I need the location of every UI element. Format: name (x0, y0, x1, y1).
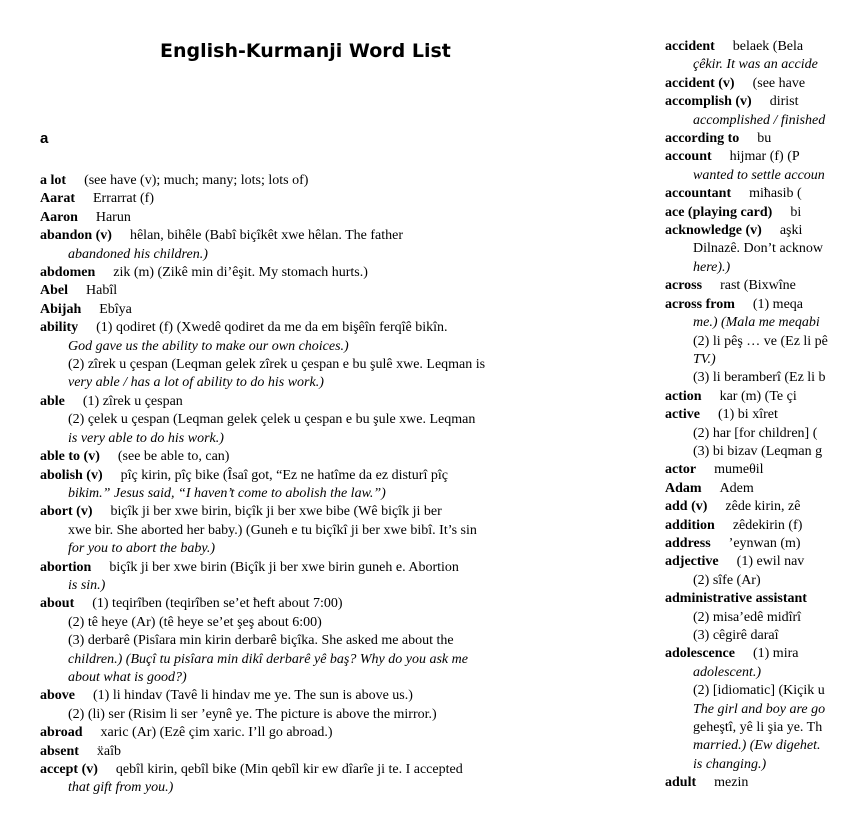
definition: ’eynwan (m) (728, 535, 801, 551)
definition: rast (Bixwîne (720, 278, 796, 294)
headword: addition (665, 517, 715, 533)
headword: administrative assistant (665, 591, 807, 607)
definition: biçîk ji ber xwe birin (Biçîk ji ber xwe birin guneh e. Abortion (109, 559, 459, 575)
headword: active (665, 407, 700, 423)
entry-first-line (665, 480, 843, 498)
dictionary-entry (665, 572, 843, 590)
headword: accountant (665, 186, 732, 202)
entry-first-line (665, 535, 843, 553)
dictionary-entry (665, 130, 843, 148)
headword: address (665, 535, 711, 551)
dictionary-entry (665, 498, 843, 516)
dictionary-entry (665, 93, 843, 130)
headword: Adam (665, 480, 702, 496)
headword: abortion (40, 559, 92, 575)
entry-first-line (665, 185, 843, 203)
entry-continuation: is changing.) (693, 756, 767, 772)
entry-first-line (665, 93, 843, 111)
entry-first-line (40, 172, 570, 190)
definition: (1) bi xîret (717, 407, 778, 423)
entry-first-line (665, 388, 843, 406)
headword: Abel (40, 283, 68, 299)
definition: Adem (719, 480, 754, 496)
entry-continuation: that gift from you.) (68, 780, 174, 796)
dictionary-entry (665, 517, 843, 535)
entry-continuation: abandoned his children.) (68, 246, 208, 262)
entry-continuation: (3) bi bizav (Leqman g (693, 443, 823, 459)
headword: across from (665, 296, 735, 312)
entry-continuation: (2) misa’edê midîrî (693, 609, 802, 625)
headword: above (40, 688, 75, 704)
entry-continuation: xwe bir. She aborted her baby.) (Guneh e tu biçîkî ji ber xwe bibî. It’s sin (68, 522, 477, 538)
definition: mumeθil (714, 462, 764, 478)
definition: (see have (v); much; many; lots; lots of) (84, 173, 309, 188)
headword: able (40, 393, 65, 409)
definition: Habîl (86, 283, 118, 299)
entry-continuation: (3) li beramberî (Ez li b (693, 370, 826, 386)
dictionary-entry (40, 172, 570, 190)
entry-first-line (40, 743, 570, 761)
entry-continuation: here).) (693, 259, 731, 275)
entry-continuation: (2) [idiomatic] (Kiçik u (693, 683, 825, 699)
headword: abolish (v) (40, 467, 103, 483)
section-letter: a (40, 130, 49, 147)
headword: adolescence (665, 646, 735, 662)
dictionary-entry (665, 461, 843, 479)
entry-first-line (665, 461, 843, 479)
definition: bi (790, 204, 802, 220)
entry-first-line (665, 498, 843, 516)
dictionary-entry (40, 227, 570, 264)
headword: a lot (40, 173, 67, 188)
entry-continuation: (3) cêgirê daraî (693, 628, 779, 643)
headword: ability (40, 320, 79, 336)
entry-first-line (40, 761, 570, 779)
headword: account (665, 149, 712, 165)
headword: Abijah (40, 301, 82, 317)
entry-first-line (40, 595, 570, 613)
entry-first-line (40, 467, 570, 485)
dictionary-entry (665, 645, 843, 774)
entry-first-line (665, 590, 843, 608)
headword: add (v) (665, 499, 708, 515)
headword: accident (v) (665, 75, 735, 91)
headword: about (40, 596, 75, 612)
dictionary-entry (40, 687, 570, 724)
definition: (see have (752, 75, 806, 91)
entry-continuation: çêkir. It was an accide (693, 57, 818, 73)
definition: aşki (779, 223, 803, 239)
entry-continuation: geheştî, yê li şia ye. Th (693, 720, 823, 736)
dictionary-entry (665, 406, 843, 461)
entry-first-line (665, 222, 843, 240)
entry-continuation: (2) sîfe (Ar) (693, 572, 761, 588)
dictionary-entry (40, 595, 570, 687)
entry-continuation: children.) (Buçî tu pisîara min dikî derbarê yê baş? Why do you ask me (68, 651, 468, 667)
definition: biçîk ji ber xwe birin, biçîk ji ber xwe bibe (Wê biçîk ji ber (110, 504, 442, 520)
entry-continuation: me.) (Mala me meqabi (693, 315, 820, 331)
definition: Errarrat (f) (93, 191, 155, 207)
dictionary-entry (40, 743, 570, 761)
definition: (1) ewil nav (736, 554, 805, 570)
definition: ẍaîb (96, 743, 122, 759)
headword: according to (665, 131, 740, 147)
entry-first-line (40, 319, 570, 337)
headword: Aaron (40, 209, 78, 225)
definition: qebîl kirin, qebîl bike (Min qebîl kir ew dîarîe ji te. I accepted (115, 762, 463, 777)
dictionary-entry (665, 222, 843, 277)
headword: acknowledge (v) (665, 223, 762, 239)
dictionary-entry (40, 467, 570, 504)
dictionary-entry (40, 264, 570, 282)
dictionary-entry (665, 553, 843, 571)
definition: Harun (95, 209, 131, 225)
headword: accomplish (v) (665, 94, 752, 110)
entry-continuation: accomplished / finished (693, 112, 826, 128)
entry-first-line (665, 296, 843, 314)
entry-continuation: God gave us the ability to make our own choices.) (68, 338, 349, 354)
entry-continuation: Dilnazê. Don’t acknow (693, 241, 823, 257)
definition: hêlan, bihêle (Babî biçîkêt xwe hêlan. The father (129, 228, 403, 244)
entry-first-line (665, 75, 843, 93)
dictionary-entry (665, 277, 843, 295)
entry-continuation: (2) li pêş … ve (Ez li pê (693, 333, 828, 349)
entry-first-line (40, 227, 570, 245)
definition: kar (m) (Te çi (719, 388, 797, 404)
headword: abandon (v) (40, 228, 112, 244)
dictionary-entry (40, 282, 570, 300)
definition: xaric (Ar) (Ezê çim xaric. I’ll go abroad.) (100, 725, 333, 741)
entry-first-line (665, 406, 843, 424)
entry-first-line (665, 645, 843, 663)
entry-first-line (40, 559, 570, 577)
entry-continuation: is sin.) (68, 577, 106, 593)
dictionary-entry (40, 393, 570, 448)
dictionary-entry (665, 38, 843, 75)
dictionary-entry (665, 627, 843, 645)
entry-continuation: married.) (Ew digehet. (693, 738, 821, 754)
entry-first-line (665, 38, 843, 56)
entry-first-line (40, 448, 570, 466)
dictionary-entry (665, 388, 843, 406)
entry-continuation: (2) zîrek u çespan (Leqman gelek zîrek u çespan e bu şulê xwe. Leqman is (68, 357, 486, 373)
definition: zêde kirin, zê (725, 499, 801, 515)
definition: (1) teqirîben (teqirîben se’et ħeft about 7:00) (92, 596, 343, 612)
entry-continuation: very able / has a lot of ability to do his work.) (68, 375, 324, 391)
definition: mezin (714, 775, 749, 791)
entry-continuation: for you to abort the baby.) (68, 541, 215, 557)
entry-continuation: adolescent.) (693, 664, 762, 680)
dictionary-entry (665, 148, 843, 185)
entry-first-line (665, 148, 843, 166)
headword: across (665, 278, 703, 294)
entry-first-line (40, 190, 570, 208)
entry-first-line (40, 301, 570, 319)
entry-first-line (665, 553, 843, 571)
dictionary-entry (665, 609, 843, 627)
definition: pîç kirin, pîç bike (Îsaî got, “Ez ne hatîme da ez disturî pîç (120, 467, 448, 483)
entry-continuation: The girl and boy are go (693, 701, 826, 717)
entry-first-line (40, 209, 570, 227)
dictionary-entry (40, 319, 570, 393)
dictionary-entry (665, 535, 843, 553)
entry-first-line (40, 282, 570, 300)
headword: actor (665, 462, 697, 478)
entry-continuation: TV.) (693, 351, 716, 367)
dictionary-entry (665, 204, 843, 222)
entry-continuation: (2) (li) ser (Risim li ser ’eynê ye. The picture is above the mirror.) (68, 706, 437, 722)
right-column (665, 38, 843, 793)
dictionary-entry (665, 185, 843, 203)
definition: dirist (769, 94, 799, 110)
dictionary-entry (40, 724, 570, 742)
entry-first-line (665, 130, 843, 148)
entry-first-line (40, 503, 570, 521)
headword: accept (v) (40, 762, 98, 777)
headword: abort (v) (40, 504, 93, 520)
headword: abroad (40, 725, 83, 741)
headword: action (665, 388, 702, 404)
dictionary-entry (40, 301, 570, 319)
entry-continuation: bikim.” Jesus said, “I haven’t come to abolish the law.”) (68, 485, 386, 501)
entry-continuation: (2) har [for children] ( (693, 425, 818, 441)
entry-first-line (665, 204, 843, 222)
dictionary-entry (665, 296, 843, 388)
definition: belaek (Bela (732, 39, 804, 54)
entry-first-line (665, 517, 843, 535)
entry-continuation: wanted to settle accoun (693, 167, 825, 183)
headword: abdomen (40, 265, 96, 281)
entry-first-line (40, 264, 570, 282)
headword: Aarat (40, 191, 75, 207)
entry-first-line (665, 277, 843, 295)
definition: (1) qodiret (f) (Xwedê qodiret da me da em bişêîn ferqîê bikîn. (96, 320, 448, 336)
entry-continuation: about what is good?) (68, 669, 187, 685)
entry-first-line (40, 724, 570, 742)
definition: bu (757, 131, 772, 147)
definition: miħasib ( (749, 186, 802, 202)
definition: Ebîya (99, 301, 132, 317)
headword: ace (playing card) (665, 204, 773, 220)
left-column (40, 172, 570, 798)
definition: zik (m) (Zikê min di’êşit. My stomach hurts.) (113, 265, 368, 281)
dictionary-entry (40, 209, 570, 227)
dictionary-entry (40, 559, 570, 596)
entry-continuation: (2) çelek u çespan (Leqman gelek çelek u çespan e bu şule xwe. Leqman (68, 412, 476, 428)
dictionary-entry (665, 480, 843, 498)
dictionary-entry (40, 761, 570, 798)
dictionary-entry (40, 190, 570, 208)
definition: (1) mira (752, 646, 799, 662)
headword: accident (665, 39, 715, 54)
definition: zêdekirin (f) (732, 517, 803, 533)
entry-continuation: (3) derbarê (Pisîara min kirin derbarê biçîka. She asked me about the (68, 633, 454, 649)
dictionary-entry (665, 590, 843, 608)
entry-first-line (40, 687, 570, 705)
entry-first-line (665, 774, 843, 792)
page-title: English-Kurmanji Word List (160, 40, 451, 62)
dictionary-entry (665, 75, 843, 93)
definition: (1) meqa (752, 296, 804, 312)
entry-first-line (40, 393, 570, 411)
definition: (1) li hindav (Tavê li hindav me ye. The sun is above us.) (93, 688, 413, 704)
headword: absent (40, 743, 79, 759)
headword: adjective (665, 554, 719, 570)
dictionary-entry (665, 774, 843, 792)
definition: hijmar (f) (P (729, 149, 800, 165)
headword: adult (665, 775, 697, 791)
dictionary-entry (40, 503, 570, 558)
entry-continuation: (2) tê heye (Ar) (tê heye se’et şeş about 6:00) (68, 614, 322, 630)
definition: (1) zîrek u çespan (82, 393, 183, 409)
entry-continuation: is very able to do his work.) (68, 430, 224, 446)
dictionary-entry (40, 448, 570, 466)
definition: (see be able to, can) (117, 449, 230, 465)
headword: able to (v) (40, 449, 100, 465)
